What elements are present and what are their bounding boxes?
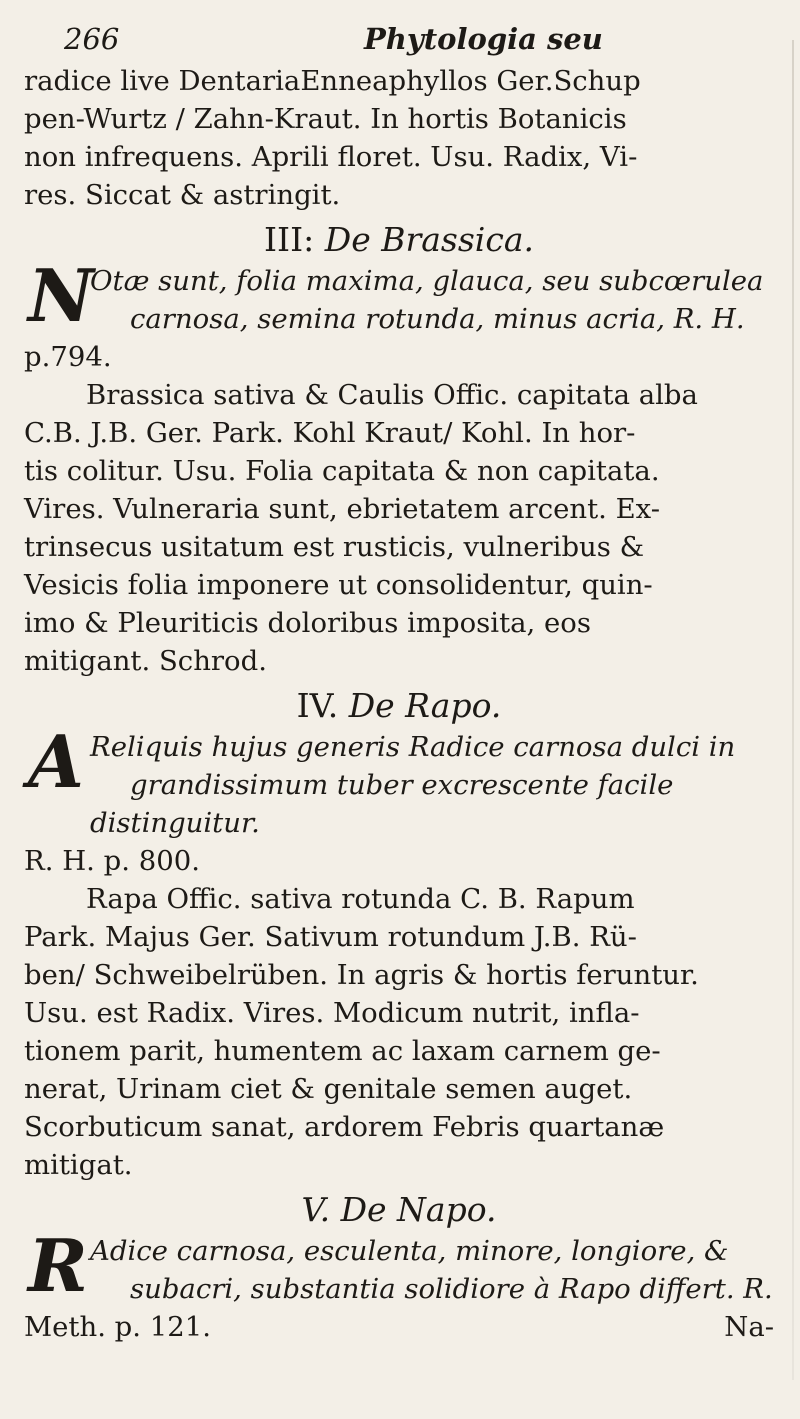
text-line: mitigant. Schrod. bbox=[24, 645, 267, 677]
text-line: Scorbuticum sanat, ardorem Febris quartanæ bbox=[24, 1111, 665, 1143]
text-line: grandissimum tuber excrescente facile distinguitur. bbox=[90, 769, 674, 839]
text-line: Adice carnosa, esculenta, minore, longiore, & bbox=[90, 1235, 729, 1267]
text-line: pen-Wurtz / Zahn-Kraut. In hortis Botanicis bbox=[24, 103, 627, 135]
desc-reference: Meth. p. 121. bbox=[24, 1311, 211, 1343]
page-number: 266 bbox=[64, 22, 120, 56]
section-heading-rapo bbox=[24, 686, 774, 726]
drop-cap: N bbox=[28, 253, 94, 338]
section-paragraph bbox=[24, 880, 774, 1184]
text-line: Usu. est Radix. Vires. Modicum nutrit, infla- bbox=[24, 997, 640, 1029]
text-line: ben/ Schweibelrüben. In agris & hortis feruntur. bbox=[24, 959, 699, 991]
text-line: imo & Pleuriticis doloribus imposita, eos bbox=[24, 607, 591, 639]
section-heading-brassica bbox=[24, 220, 774, 260]
section-description bbox=[24, 253, 774, 338]
section-title: De Napo. bbox=[340, 1190, 497, 1229]
section-heading-napo bbox=[24, 1190, 774, 1230]
text-line: C.B. J.B. Ger. Park. Kohl Kraut/ Kohl. In hor- bbox=[24, 417, 636, 449]
section-number: V. bbox=[301, 1190, 331, 1229]
text-line: res. Siccat & astringit. bbox=[24, 179, 341, 211]
text-line: subacri, substantia solidiore à Rapo differt. R. bbox=[130, 1273, 773, 1305]
text-line: Vesicis folia imponere ut consolidentur, quin- bbox=[24, 569, 653, 601]
page-footer-line bbox=[24, 1308, 774, 1346]
text-line: non infrequens. Aprili floret. Usu. Radix, Vi- bbox=[24, 141, 638, 173]
catchword: Na- bbox=[724, 1311, 774, 1343]
drop-cap: R bbox=[28, 1223, 88, 1308]
page-header bbox=[24, 18, 774, 62]
text-line: Park. Majus Ger. Sativum rotundum J.B. Rü- bbox=[24, 921, 637, 953]
text-line: mitigat. bbox=[24, 1149, 133, 1181]
desc-reference: p.794. bbox=[24, 341, 112, 373]
text-line: tionem parit, humentem ac laxam carnem ge- bbox=[24, 1035, 661, 1067]
section-description bbox=[24, 1223, 774, 1308]
section-number: IV. bbox=[296, 686, 339, 725]
section-title: De Brassica. bbox=[324, 220, 534, 259]
page-edge-shadow bbox=[792, 40, 794, 1380]
text-line: Vires. Vulneraria sunt, ebrietatem arcent. Ex- bbox=[24, 493, 661, 525]
section-paragraph bbox=[24, 376, 774, 680]
text-line: nerat, Urinam ciet & genitale semen auget. bbox=[24, 1073, 633, 1105]
text-line: Rapa Offic. sativa rotunda C. B. Rapum bbox=[86, 883, 635, 915]
text-line: radice live DentariaEnneaphyllos Ger.Schup bbox=[24, 65, 641, 97]
section-number: III: bbox=[264, 220, 315, 259]
desc-reference: R. H. p. 800. bbox=[24, 845, 200, 877]
text-line: trinsecus usitatum est rusticis, vulneribus & bbox=[24, 531, 645, 563]
section-title: De Rapo. bbox=[348, 686, 502, 725]
text-line: tis colitur. Usu. Folia capitata & non capitata. bbox=[24, 455, 660, 487]
section-description bbox=[24, 719, 774, 842]
drop-cap: A bbox=[28, 719, 84, 804]
intro-paragraph bbox=[24, 62, 774, 214]
text-line: Reliquis hujus generis Radice carnosa dulci in bbox=[90, 731, 736, 763]
page-body bbox=[24, 62, 774, 1346]
text-line: Brassica sativa & Caulis Offic. capitata alba bbox=[86, 379, 698, 411]
text-line: carnosa, semina rotunda, minus acria, R. H. bbox=[130, 303, 745, 335]
text-line: Otæ sunt, folia maxima, glauca, seu subcœrulea bbox=[90, 265, 764, 297]
running-title: Phytologia seu bbox=[364, 22, 603, 56]
